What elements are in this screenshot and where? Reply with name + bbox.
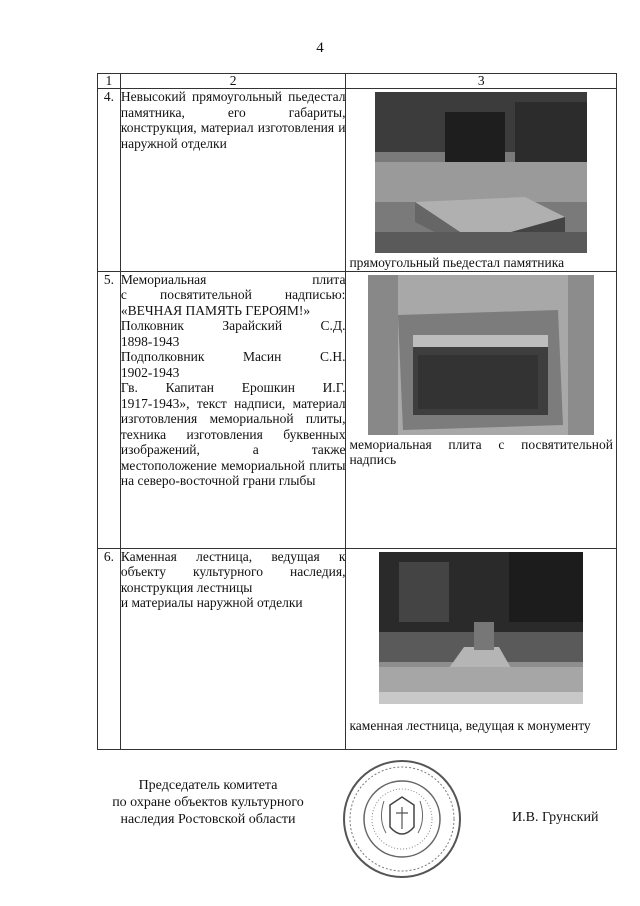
table-row (98, 548, 617, 749)
table-row (98, 89, 617, 272)
description-line: 1917-1943», текст надписи, материал изготовления мемориальной плиты, техника изготовления буквенных изображений, а также местоположение мемориальной плиты на северо-восточной грани глыбы (120, 395, 346, 488)
row-number: 5. (98, 271, 121, 548)
header-col-3: 3 (346, 74, 617, 89)
table-row (98, 271, 617, 548)
signatory-title-line: наследия Ростовской области (120, 812, 296, 827)
page-number: 4 (316, 40, 324, 56)
description-line: 1898-1943 (120, 333, 180, 349)
stairs-photo (379, 552, 583, 704)
row-description: Невысокий прямоугольный пьедестал памятника, его габариты, конструкция, материал изготовления и наружной отделки (120, 89, 346, 272)
description-line: «ВЕЧНАЯ ПАМЯТЬ ГЕРОЯМ!» (120, 302, 311, 318)
pedestal-photo (375, 92, 587, 253)
description-line: и материалы наружной отделки (120, 595, 303, 610)
photo-caption: мемориальная плита с посвятительной надпись (349, 436, 613, 467)
signatory-title (98, 777, 318, 828)
signatory-title-line: по охране объектов культурного (112, 795, 304, 810)
row-photo-cell (346, 548, 617, 749)
description-line: Гв. Капитан Ерошкин И.Г. (120, 380, 346, 395)
description-line: с посвятительной надписью: (120, 287, 346, 302)
row-description (120, 271, 346, 548)
description-line: Подполковник Масин С.Н. (120, 349, 346, 364)
header-col-1: 1 (98, 74, 121, 89)
photo-caption: каменная лестница, ведущая к монументу (349, 717, 591, 733)
description-line: Мемориальная плита (120, 271, 346, 287)
description-line: Каменная лестница, ведущая к объекту культурного наследия, конструкция лестницы (120, 548, 346, 595)
signatory-title-line: Председатель комитета (138, 778, 278, 793)
header-col-2: 2 (120, 74, 346, 89)
table-header-row (98, 74, 617, 89)
description-line: 1902-1943 (120, 364, 180, 380)
row-number: 6. (98, 548, 121, 749)
memorial-plate-photo (368, 275, 594, 435)
row-number: 4. (98, 89, 121, 272)
official-seal-icon (340, 757, 464, 881)
row-description (120, 548, 346, 749)
photo-caption: прямоугольный пьедестал памятника (349, 255, 565, 270)
object-table (97, 73, 617, 750)
row-photo-cell (346, 271, 617, 548)
signatory-name: И.В. Грунский (512, 810, 599, 825)
row-photo-cell (346, 89, 617, 272)
description-line: Полковник Зарайский С.Д. (120, 318, 346, 333)
